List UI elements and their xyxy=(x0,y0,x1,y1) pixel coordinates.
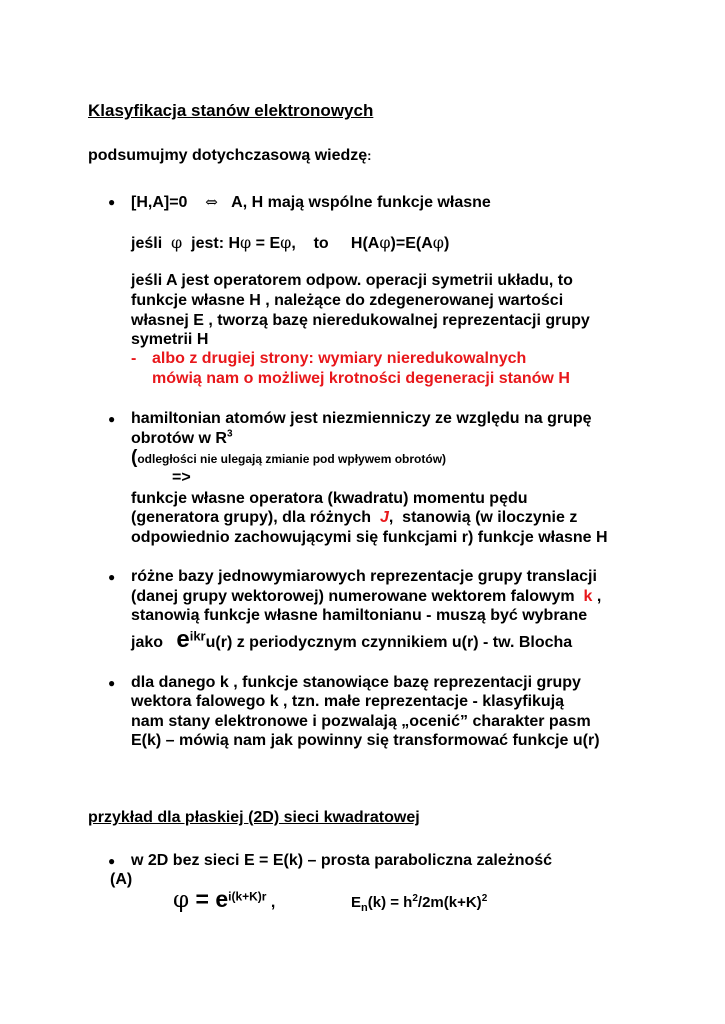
paragraph-line: E(k) – mówią nam jak powinny się transformować funkcje u(r) xyxy=(131,732,600,749)
paragraph-line: funkcje własne operatora (kwadratu) momentu pędu xyxy=(131,490,528,507)
superscript: 2 xyxy=(412,893,418,904)
red-note-line: albo z drugiej strony: wymiary nieredukowalnych xyxy=(152,350,527,367)
superscript: 3 xyxy=(226,428,233,440)
dash-marker: - xyxy=(131,350,137,367)
paragraph-line: odpowiednio zachowującymi się funkcjami r) funkcje własne H xyxy=(131,529,608,546)
paragraph-line: własnej E , tworzą bazę nieredukowalnej reprezentacji grupy xyxy=(131,312,590,329)
subscript: n xyxy=(361,902,368,914)
paragraph-line: funkcje własne H , należące do zdegenerowanej wartości xyxy=(131,292,564,309)
then-text: , to H(A xyxy=(291,235,380,252)
open-paren: ( xyxy=(131,447,138,468)
implies-arrow: => xyxy=(172,469,191,486)
j-symbol: J xyxy=(379,509,389,526)
phi-symbol: φ xyxy=(379,233,391,252)
intro-colon: : xyxy=(367,148,372,163)
energy-e: E xyxy=(351,894,362,911)
energy-text: (k) = h xyxy=(367,894,413,911)
if-word: jeśli xyxy=(131,235,163,252)
paragraph-line xyxy=(131,508,577,528)
exponent: i(k+K)r xyxy=(228,889,267,904)
paragraph-line: dla danego k , funkcje stanowiące bazę reprezentacji grupy xyxy=(131,674,581,691)
phi-symbol: φ xyxy=(173,887,190,913)
wavevector-text: (danej grupy wektorowej) numerowane wektorem falowym xyxy=(131,588,575,605)
paragraph-line: nam stany elektronowe i pozwalają „ocenić” charakter pasm xyxy=(131,713,591,730)
eq-e-text: = E xyxy=(251,235,281,252)
is-h-text: jest: H xyxy=(191,235,241,252)
intro-label: podsumujmy dotychczasową wiedzę xyxy=(88,147,368,164)
small-note-text: odległości nie ulegają zmianie pod wpływem obrotów) xyxy=(137,452,447,466)
bullet-icon: ● xyxy=(108,854,116,868)
paragraph-line: w 2D bez sieci E = E(k) – prosta paraboliczna zależność xyxy=(131,852,553,869)
phi-symbol: φ xyxy=(432,233,444,252)
superscript: 2 xyxy=(481,893,488,904)
label-a: (A) xyxy=(110,871,133,888)
energy-equation xyxy=(351,892,487,914)
section-heading: przykład dla płaskiej (2D) sieci kwadratowej xyxy=(88,809,420,826)
intro-text xyxy=(88,146,372,166)
exponent: ikr xyxy=(189,628,206,644)
page-title: Klasyfikacja stanów elektronowych xyxy=(88,101,374,120)
paragraph-line: jeśli A jest operatorem odpow. operacji symetrii układu, to xyxy=(131,272,573,289)
bullet-icon: ● xyxy=(108,412,116,426)
bloch-text: u(r) z periodycznym czynnikiem u(r) - tw. Blocha xyxy=(205,634,573,651)
bullet-icon: ● xyxy=(108,570,116,584)
bloch-line xyxy=(131,626,573,653)
commutator: [H,A]=0 xyxy=(131,194,188,211)
paragraph-line xyxy=(131,587,601,607)
paragraph-line: hamiltonian atomów jest niezmienniczy ze względu na grupę xyxy=(131,410,592,427)
shared-eigenfunctions-text: A, H mają wspólne funkcje własne xyxy=(231,194,491,211)
energy-denominator: /2m(k+K) xyxy=(417,894,482,911)
bullet-icon: ● xyxy=(108,195,116,209)
exponential-e: e xyxy=(176,626,190,653)
bullet-icon: ● xyxy=(108,676,116,690)
eq-ea-text: )=E(A xyxy=(390,235,433,252)
constitute-text: , stanowią (w iloczynie z xyxy=(388,509,578,526)
equals-e-text: = e xyxy=(189,886,229,912)
paragraph-line: różne bazy jednowymiarowych reprezentacje grupy translacji xyxy=(131,568,597,585)
as-word: jako xyxy=(131,634,164,651)
paragraph-line: symetrii H xyxy=(131,331,209,348)
close-paren: ) xyxy=(443,235,450,252)
rotation-text: obrotów w R xyxy=(131,430,227,447)
phi-symbol: φ xyxy=(280,233,292,252)
eigen-equation-line xyxy=(131,233,449,254)
paragraph-line: stanowią funkcje własne hamiltonianu - muszą być wybrane xyxy=(131,607,588,624)
generator-text: (generatora grupy), dla różnych xyxy=(131,509,372,526)
wavefunction-equation xyxy=(173,884,275,918)
paragraph-line: wektora falowego k , tzn. małe reprezentacje - klasyfikują xyxy=(131,693,565,710)
commutator-line xyxy=(131,192,491,213)
phi-symbol: φ xyxy=(171,233,183,252)
red-note-line: mówią nam o możliwej krotności degeneracji stanów H xyxy=(152,370,570,387)
k-symbol: k xyxy=(583,588,593,605)
equivalence-arrow-icon: ⇔ xyxy=(205,193,218,211)
comma: , xyxy=(596,588,602,605)
phi-symbol: φ xyxy=(240,233,252,252)
comma: , xyxy=(266,894,276,911)
